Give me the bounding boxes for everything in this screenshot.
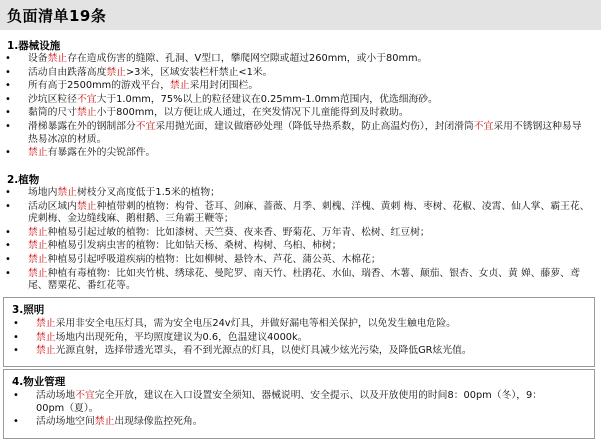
list-facilities [0, 53, 590, 161]
item-text: 小于800mm，以方便让成人通过，在突发情况下儿童能得到及时救助。 [96, 107, 409, 119]
list-item [0, 187, 590, 200]
highlight-term: 不宜 [135, 120, 156, 132]
list-item [0, 147, 590, 160]
list-item [0, 254, 590, 267]
highlight-term: 不宜 [76, 93, 97, 105]
item-text: 活动自由跌落高度 [28, 66, 107, 78]
highlight-term: 不宜 [473, 120, 494, 132]
highlight-term: 禁止 [36, 318, 56, 329]
highlight-term: 禁止 [28, 226, 48, 238]
highlight-term: 禁止 [36, 345, 56, 357]
highlight-term: 禁止 [94, 416, 115, 428]
item-text: 出现绿像监控死角。 [114, 416, 203, 428]
list-item [0, 94, 590, 107]
list-lighting [8, 318, 588, 359]
item-text: 沙坑区粒径 [28, 93, 77, 105]
highlight-term: 禁止 [28, 253, 48, 265]
list-management [8, 390, 568, 430]
item-text: 采用非安全电压灯具，需为安全电压24v灯具，并做好漏电等相关保护，以免发生触电危险。 [55, 318, 456, 329]
section-heading-plants: 2.植物 [7, 174, 40, 186]
item-text: 种植易引发病虫害的植物：比如钻天杨、桑树、构树、乌桕、柿树； [47, 240, 342, 252]
item-text: 滑梯暴露在外的钢制部分 [28, 120, 136, 132]
item-text: 种植易引起呼吸道疾病的植物：比如柳树、悬铃木、芦花、蒲公英、木棉花； [47, 253, 381, 265]
item-text: 种植有毒植物：比如夹竹桃、绣球花、曼陀罗、南天竹、杜鹃花、水仙、瑞香、木薯、颠茄、银杏、女贞、黄 婵、藤萝、鸢尾、罂粟花、番红花等。 [28, 267, 580, 292]
item-text: 黏筒的尺寸 [28, 107, 77, 119]
item-text: 完全开放，建议在入口设置安全须知、器械说明、安全提示、以及开放使用的时间8：00pm（冬），9：00pm（夏）。 [36, 390, 543, 414]
list-item [0, 227, 590, 240]
list-item [8, 318, 588, 331]
page-title: 负面清单19条 [7, 7, 107, 25]
list-plants [0, 187, 590, 294]
list-item [8, 345, 588, 358]
item-text: 存在造成伤害的缝隙、孔洞、V型口，攀爬网空隙或超过260mm，或小于80mm。 [67, 53, 428, 64]
item-text: >3米，区域安装栏杆禁止<1米。 [125, 66, 273, 78]
list-item [8, 332, 588, 345]
list-item [0, 201, 590, 226]
highlight-term: 禁止 [47, 53, 68, 64]
item-text: 场地内 [28, 187, 58, 198]
list-item [8, 390, 568, 415]
highlight-term: 禁止 [170, 80, 190, 92]
section-heading-facilities: 1.器械设施 [7, 40, 61, 52]
highlight-term: 禁止 [76, 200, 97, 212]
list-item [0, 121, 590, 146]
highlight-term: 禁止 [76, 107, 97, 119]
list-item [8, 416, 568, 429]
item-text: 采用抛光面，建议做磨砂处理（降低导热系数，防止高温灼伤），封闭滑筒 [155, 120, 474, 132]
item-text: 设备 [28, 53, 48, 64]
highlight-term: 禁止 [28, 267, 48, 279]
highlight-term: 禁止 [36, 331, 56, 343]
item-text: 种植易引起过敏的植物：比如漆树、天竺葵、夜来香、野菊花、万年青、松树、红豆树； [47, 226, 430, 238]
highlight-term: 禁止 [28, 240, 48, 252]
list-item [0, 240, 590, 253]
title-bar [0, 0, 601, 30]
item-text: 活动场地空间 [36, 416, 95, 428]
list-item [0, 67, 590, 80]
item-text: 所有高于2500mm的游戏平台， [28, 80, 170, 92]
item-text: 采用不锈钢这种易导热易冰凉的材质。 [28, 120, 582, 145]
section-heading-management: 4.物业管理 [12, 376, 66, 388]
list-item [0, 268, 590, 293]
highlight-term: 禁止 [57, 187, 77, 198]
highlight-term: 禁止 [106, 66, 126, 78]
item-text: 种植带刺的植物：构骨、苍耳、剑麻、蔷薇、月季、刺槐、洋槐、黄刺 梅、枣树、花椒、凌霄、仙人掌、霸王花、虎刺梅、金边缝线麻、鹅柑鹅、三角霸王鞭等； [28, 200, 590, 225]
item-text: 大于1.0mm，75%以上的粒径建议在0.25mm-1.0mm范围内，优选细海砂。 [96, 93, 438, 105]
list-item [0, 53, 590, 66]
item-text: 场地内出现死角，平均照度建议为0.6，色温建议4000k。 [55, 331, 308, 343]
item-text: 活动区域内 [28, 200, 77, 212]
item-text: 光源直射，选择带透光罩头，看不到光源点的灯具，以使灯具减少炫光污染，及降低GR炫光值。 [55, 345, 472, 357]
highlight-term: 不宜 [75, 390, 95, 401]
highlight-term: 禁止 [28, 147, 48, 159]
list-item [0, 107, 590, 120]
list-item [0, 80, 590, 93]
section-heading-lighting: 3.照明 [12, 304, 45, 316]
item-text: 活动场地 [36, 390, 76, 401]
item-text: 树枝分叉高度低于1.5米的植物； [76, 187, 220, 198]
item-text: 采用封闭围栏。 [189, 80, 259, 92]
item-text: 有暴露在外的尖锐部件。 [47, 147, 156, 159]
